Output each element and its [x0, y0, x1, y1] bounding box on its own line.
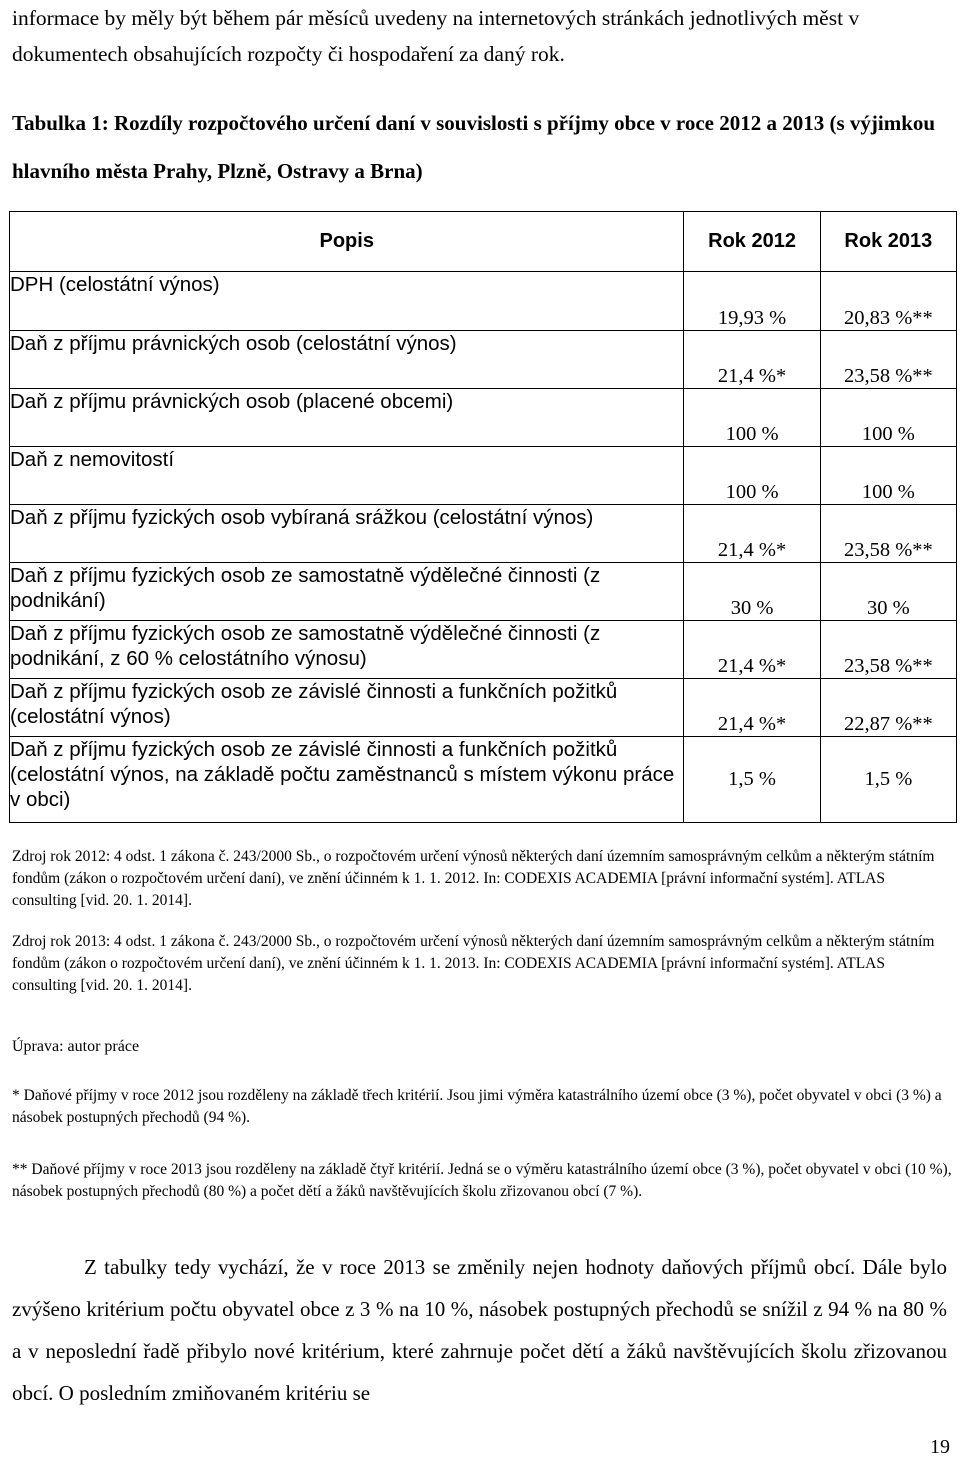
row-value-2012: 21,4 %*	[684, 505, 820, 563]
row-value-2013: 22,87 %**	[820, 679, 956, 737]
row-value-2012: 19,93 %	[684, 272, 820, 331]
source-2012: Zdroj rok 2012: 4 odst. 1 zákona č. 243/2000 Sb., o rozpočtovém určení výnosů některých daní územním samosprávným celkům a některým státním fondům (zákon o rozpočtovém určení daní), ve znění účinném k 1. 1. 2012. In: CODEXIS ACADEMIA [právní informační systém]. ATLAS consulting [vid. 20. 1. 2014].	[12, 848, 935, 909]
page-number: 19	[930, 1436, 950, 1458]
row-value-2012: 21,4 %*	[684, 621, 820, 679]
row-description: Daň z příjmu fyzických osob vybíraná srážkou (celostátní výnos)	[10, 505, 684, 563]
row-value-2013: 100 %	[820, 447, 956, 505]
body-paragraph	[12, 1246, 947, 1414]
row-value-2012: 30 %	[684, 563, 820, 621]
row-description: Daň z příjmu fyzických osob ze samostatně výdělečné činnosti (z podnikání)	[10, 563, 684, 621]
table-caption: Tabulka 1: Rozdíly rozpočtového určení daní v souvislosti s příjmy obce v roce 2012 a 2013 (s výjimkou hlavního města Prahy, Plzně, Ostravy a Brna)	[12, 111, 936, 183]
row-value-2012: 100 %	[684, 447, 820, 505]
row-value-2013: 20,83 %**	[820, 272, 956, 331]
row-value-2013: 100 %	[820, 389, 956, 447]
row-description: Daň z příjmu fyzických osob ze samostatně výdělečné činnosti (z podnikání, z 60 % celostátního výnosu)	[10, 621, 684, 679]
table-row	[10, 447, 957, 505]
row-value-2012: 21,4 %*	[684, 331, 820, 389]
row-description: Daň z příjmu fyzických osob ze závislé činnosti a funkčních požitků (celostátní výnos)	[10, 679, 684, 737]
intro-paragraph: informace by měly být během pár měsíců uvedeny na internetových stránkách jednotlivých měst v dokumentech obsahujících rozpočty či hospodaření za daný rok.	[12, 6, 860, 66]
header-popis: Popis	[10, 212, 684, 272]
table-row	[10, 621, 957, 679]
header-rok-2012: Rok 2012	[684, 212, 820, 272]
row-description: Daň z příjmu fyzických osob ze závislé činnosti a funkčních požitků (celostátní výnos, na základě počtu zaměstnanců s místem výkonu práce v obci)	[10, 737, 684, 823]
table-row	[10, 737, 957, 823]
row-value-2013: 23,58 %**	[820, 505, 956, 563]
table-row	[10, 389, 957, 447]
footnote-2013: ** Daňové příjmy v roce 2013 jsou rozděleny na základě čtyř kritérií. Jedná se o výměru katastrálního území obce (3 %), počet obyvatel v obci (10 %), násobek postupných přechodů (80 %) a počet dětí a žáků navštěvujících školu zřizovanou obcí (7 %).	[12, 1161, 952, 1200]
row-value-2013: 1,5 %	[820, 737, 956, 823]
row-value-2012: 21,4 %*	[684, 679, 820, 737]
row-value-2013: 30 %	[820, 563, 956, 621]
sources-block	[12, 846, 952, 1016]
row-description: Daň z příjmu právnických osob (placené obcemi)	[10, 389, 684, 447]
row-value-2012: 1,5 %	[684, 737, 820, 823]
body-text: Z tabulky tedy vychází, že v roce 2013 se změnily nejen hodnoty daňových příjmů obcí. Dále bylo zvýšeno kritérium počtu obyvatel obce z 3 % na 10 %, násobek postupných přechodů se snížil z 94 % na 80 % a v neposlední řadě přibylo nové kritérium, které zahrnuje počet dětí a žáků navštěvujících školu zřizovanou obcí. O posledním zmiňovaném kritériu se	[12, 1255, 947, 1405]
table-header-row	[10, 212, 957, 272]
tax-table	[9, 211, 957, 823]
header-rok-2013: Rok 2013	[820, 212, 956, 272]
table-row	[10, 331, 957, 389]
row-description: Daň z nemovitostí	[10, 447, 684, 505]
table-row	[10, 505, 957, 563]
row-value-2013: 23,58 %**	[820, 331, 956, 389]
footnote-2012: * Daňové příjmy v roce 2012 jsou rozděleny na základě třech kritérií. Jsou jimi výměra katastrálního území obce (3 %), počet obyvatel v obci (3 %) a násobek postupných přechodů (94 %).	[12, 1087, 942, 1126]
row-description: DPH (celostátní výnos)	[10, 272, 684, 331]
row-value-2013: 23,58 %**	[820, 621, 956, 679]
table-row	[10, 272, 957, 331]
table-row	[10, 563, 957, 621]
source-2013: Zdroj rok 2013: 4 odst. 1 zákona č. 243/2000 Sb., o rozpočtovém určení výnosů některých daní územním samosprávným celkům a některým státním fondům (zákon o rozpočtovém určení daní), ve znění účinném k 1. 1. 2013. In: CODEXIS ACADEMIA [právní informační systém]. ATLAS consulting [vid. 20. 1. 2014].	[12, 933, 935, 994]
uprava-note: Úprava: autor práce	[12, 1038, 140, 1055]
row-description: Daň z příjmu právnických osob (celostátní výnos)	[10, 331, 684, 389]
table-row	[10, 679, 957, 737]
row-value-2012: 100 %	[684, 389, 820, 447]
